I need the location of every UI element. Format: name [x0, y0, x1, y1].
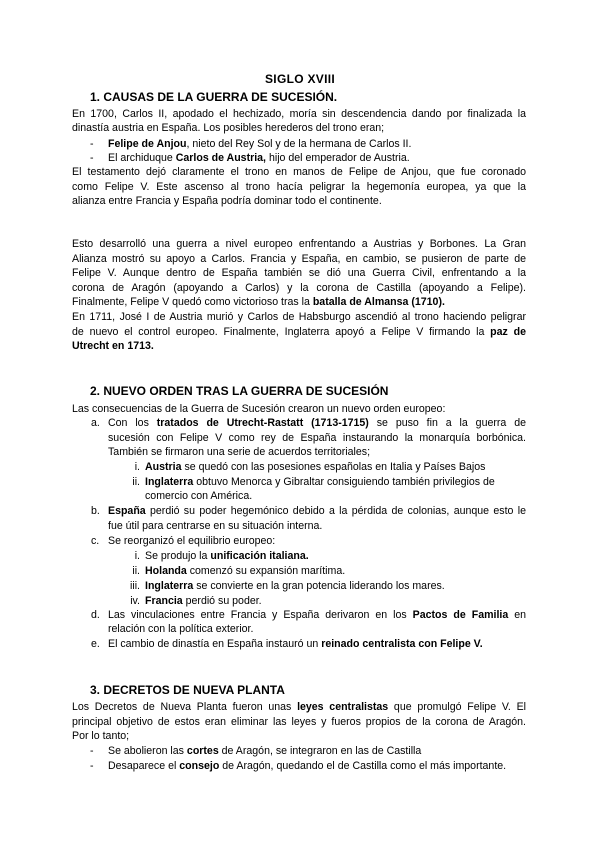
heir-felipe: Felipe de Anjou, nieto del Rey Sol y de la hermana de Carlos II. [108, 138, 412, 150]
s2-c-ii: Holanda comenzó su expansión marítima. [145, 565, 346, 577]
s3-line-3: Por lo tanto; [72, 730, 130, 742]
s1-p3-line-1: Esto desarrolló una guerra a nivel europeo enfrentando a Austrias y Borbones. La Gran [72, 238, 526, 250]
s2-b-line-2: fue útil para centrarse en su situación interna. [108, 520, 323, 532]
heir-name: Felipe de Anjou [108, 138, 187, 150]
s2-e-line-1: El cambio de dinastía en España instauró un reinado centralista con Felipe V. [108, 638, 483, 650]
s2-intro: Las consecuencias de la Guerra de Sucesión crearon un nuevo orden europeo: [72, 403, 446, 415]
heir-carlos: El archiduque Carlos de Austria, hijo del emperador de Austria. [108, 152, 410, 164]
s2-c-i: Se produjo la unificación italiana. [145, 550, 309, 562]
s1-p4-line-2: de nuevo el control europeo. Finalmente, Inglaterra apoyó a Felipe V firmando la paz de [72, 326, 526, 338]
list-label: a. [91, 417, 100, 429]
s2-a-line-3: También se firmaron una serie de acuerdos territoriales; [108, 446, 371, 458]
s2-c-iii: Inglaterra se convierte en la gran potencia liderando los mares. [145, 580, 445, 592]
s2-d-line-1: Las vinculaciones entre Francia y España derivaron en los Pactos de Familia en [108, 609, 526, 621]
s3-line-2: principal objetivo de estos eran eliminar las leyes y fueros propios de la corona de Aragón. [72, 716, 526, 728]
s2-a-line-2: sucesión con Felipe V como rey de España instaurando la monarquía borbónica. [108, 432, 526, 444]
s2-a-ii-line-2: comercio con América. [145, 490, 253, 502]
s2-c-line-1: Se reorganizó el equilibrio europeo: [108, 535, 276, 547]
s1-p3-line-3: Felipe V. Aunque dentro de España también se dió una Guerra Civil, enfrentando a la [72, 267, 526, 279]
list-label: iii. [129, 580, 140, 592]
s2-a-ii: Inglaterra obtuvo Menorca y Gibraltar consiguiendo también privilegios de [145, 476, 495, 488]
s1-intro-line-1: En 1700, Carlos II, apodado el hechizado, moría sin descendencia dando por finalizada la [72, 108, 526, 120]
s1-p3-line-2: Alianza mostró su apoyo a Carlos. Francia y España, en cambio, se pusieron de parte de [72, 253, 526, 265]
s2-d-line-2: relación con la política exterior. [108, 623, 254, 635]
s1-p4-line-3: Utrecht en 1713. [72, 340, 154, 352]
bullet-dash: - [90, 138, 94, 150]
s2-c-iv: Francia perdió su poder. [145, 595, 262, 607]
s3-line-1: Los Decretos de Nueva Planta fueron unas leyes centralistas que promulgó Felipe V. El [72, 701, 527, 713]
s1-p2-line-3: alianza entre Francia y España podría dominar todo el continente. [72, 195, 382, 207]
s2-b-line-1: España perdió su poder hegemónico debido a la pérdida de colonias, aunque esto le [108, 505, 526, 517]
s1-p4-line-1: En 1711, José I de Austria murió y Carlos de Habsburgo ascendió al trono haciendo peligrar [72, 311, 526, 323]
s1-p3-line-5: Finalmente, Felipe V quedó como victorioso tras la batalla de Almansa (1710). [72, 296, 445, 308]
s2-a-i: Austria se quedó con las posesiones españolas en Italia y Países Bajos [145, 461, 486, 473]
list-label: ii. [132, 476, 140, 488]
s1-intro-line-2: dinastía austria en España. Los posibles herederos del trono eran; [72, 122, 385, 134]
bullet-dash: - [90, 152, 94, 164]
s3-bullet-cortes: Se abolieron las cortes de Aragón, se integraron en las de Castilla [108, 745, 422, 757]
s1-p2-line-1: El testamento dejó claramente el trono en manos de Felipe de Anjou, que fue coronado [72, 166, 526, 178]
document-title: SIGLO XVIII [265, 72, 335, 86]
section-1-heading: 1. CAUSAS DE LA GUERRA DE SUCESIÓN. [90, 90, 338, 104]
list-label: i. [134, 550, 140, 562]
s1-p2-line-2: como Felipe V. Este ascenso al trono hacía peligrar la hegemonía europea, ya que la [72, 181, 526, 193]
list-label: d. [91, 609, 100, 621]
s3-bullet-consejo: Desaparece el consejo de Aragón, quedando el de Castilla como el más importante. [108, 760, 507, 772]
list-label: b. [91, 505, 100, 517]
list-label: c. [91, 535, 100, 547]
bullet-dash: - [90, 745, 94, 757]
bullet-dash: - [90, 760, 94, 772]
list-label: i. [134, 461, 140, 473]
section-3-heading: 3. DECRETOS DE NUEVA PLANTA [90, 683, 285, 697]
heir-name: Carlos de Austria, [175, 152, 267, 164]
s2-a-line-1: Con los tratados de Utrecht-Rastatt (1713-1715) se puso fin a la guerra de [108, 417, 526, 429]
s1-p3-line-4: corona de Aragón (apoyando a Carlos) y la corona de Castilla (apoyando a Felipe). [72, 282, 526, 294]
section-2-heading: 2. NUEVO ORDEN TRAS LA GUERRA DE SUCESIÓN [90, 384, 389, 398]
list-label: e. [91, 638, 100, 650]
list-label: ii. [132, 565, 140, 577]
list-label: iv. [130, 595, 140, 607]
